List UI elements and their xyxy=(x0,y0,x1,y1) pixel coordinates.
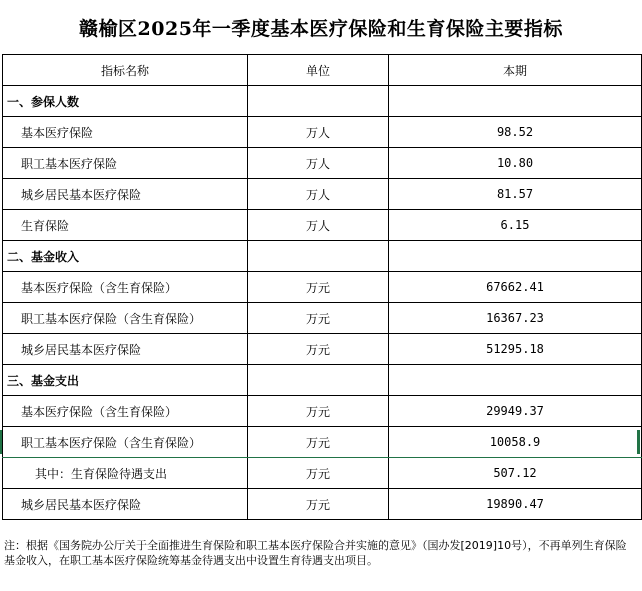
table-row xyxy=(3,427,642,458)
table-row xyxy=(3,179,642,210)
cell-indicator-name[interactable]: 职工基本医疗保险（含生育保险） xyxy=(3,303,248,334)
cell-value[interactable]: 19890.47 xyxy=(389,489,642,520)
table-row xyxy=(3,396,642,427)
cell-indicator-name[interactable]: 三、基金支出 xyxy=(3,365,248,396)
cell-unit[interactable]: 万人 xyxy=(248,117,389,148)
cell-indicator-name[interactable]: 一、参保人数 xyxy=(3,86,248,117)
section-row xyxy=(3,86,642,117)
table-row xyxy=(3,117,642,148)
cell-value[interactable]: 10058.9 xyxy=(389,427,642,458)
cell-value[interactable]: 81.57 xyxy=(389,179,642,210)
indicator-table xyxy=(2,54,642,520)
section-row xyxy=(3,241,642,272)
table-row xyxy=(3,489,642,520)
table-row xyxy=(3,272,642,303)
table-row xyxy=(3,334,642,365)
table-row xyxy=(3,210,642,241)
cell-unit[interactable] xyxy=(248,365,389,396)
header-indicator-name[interactable]: 指标名称 xyxy=(3,55,248,86)
page-title: 赣榆区2025年一季度基本医疗保险和生育保险主要指标 xyxy=(79,17,563,40)
cell-unit[interactable]: 万人 xyxy=(248,210,389,241)
cell-indicator-name[interactable]: 城乡居民基本医疗保险 xyxy=(3,334,248,365)
cell-value[interactable]: 507.12 xyxy=(389,458,642,489)
cell-indicator-name[interactable]: 职工基本医疗保险（含生育保险） xyxy=(3,427,248,458)
cell-value[interactable]: 16367.23 xyxy=(389,303,642,334)
cell-unit[interactable]: 万元 xyxy=(248,489,389,520)
header-unit[interactable]: 单位 xyxy=(248,55,389,86)
cell-unit[interactable]: 万人 xyxy=(248,148,389,179)
footnote: 注：根据《国务院办公厅关于全面推进生育保险和职工基本医疗保险合并实施的意见》（国办发[2019]10号），不再单列生育保险基金收入，在职工基本医疗保险统筹基金待遇支出中设置生育待遇支出项目。 xyxy=(4,539,627,567)
cell-value[interactable]: 98.52 xyxy=(389,117,642,148)
cell-indicator-name[interactable]: 二、基金收入 xyxy=(3,241,248,272)
cell-value[interactable] xyxy=(389,365,642,396)
cell-indicator-name[interactable]: 基本医疗保险（含生育保险） xyxy=(3,396,248,427)
cell-indicator-name[interactable]: 城乡居民基本医疗保险 xyxy=(3,489,248,520)
selected-row-indicator-right xyxy=(637,430,640,454)
cell-value[interactable]: 6.15 xyxy=(389,210,642,241)
table-row xyxy=(3,458,642,489)
cell-indicator-name[interactable]: 基本医疗保险（含生育保险） xyxy=(3,272,248,303)
cell-unit[interactable]: 万元 xyxy=(248,334,389,365)
cell-value[interactable]: 10.80 xyxy=(389,148,642,179)
cell-unit[interactable]: 万人 xyxy=(248,179,389,210)
cell-value[interactable] xyxy=(389,86,642,117)
cell-indicator-name[interactable]: 基本医疗保险 xyxy=(3,117,248,148)
cell-unit[interactable] xyxy=(248,241,389,272)
section-row xyxy=(3,365,642,396)
table-header-row xyxy=(3,55,642,86)
cell-unit[interactable]: 万元 xyxy=(248,303,389,334)
cell-unit[interactable]: 万元 xyxy=(248,396,389,427)
cell-value[interactable]: 67662.41 xyxy=(389,272,642,303)
cell-unit[interactable] xyxy=(248,86,389,117)
cell-indicator-name[interactable]: 城乡居民基本医疗保险 xyxy=(3,179,248,210)
cell-indicator-name[interactable]: 其中：生育保险待遇支出 xyxy=(3,458,248,489)
cell-indicator-name[interactable]: 生育保险 xyxy=(3,210,248,241)
cell-unit[interactable]: 万元 xyxy=(248,458,389,489)
selected-row-indicator-left xyxy=(0,430,2,454)
cell-value[interactable] xyxy=(389,241,642,272)
table-row xyxy=(3,303,642,334)
cell-unit[interactable]: 万元 xyxy=(248,272,389,303)
header-current-period[interactable]: 本期 xyxy=(389,55,642,86)
cell-unit[interactable]: 万元 xyxy=(248,427,389,458)
cell-value[interactable]: 29949.37 xyxy=(389,396,642,427)
cell-value[interactable]: 51295.18 xyxy=(389,334,642,365)
table-row xyxy=(3,148,642,179)
cell-indicator-name[interactable]: 职工基本医疗保险 xyxy=(3,148,248,179)
